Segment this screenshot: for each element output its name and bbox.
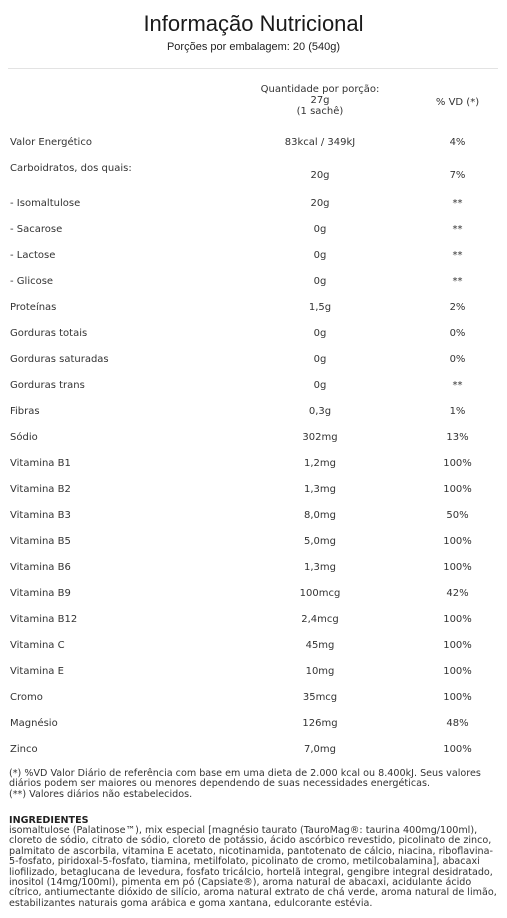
nutrient-name: - Glicose (10, 276, 54, 287)
table-row (0, 692, 507, 712)
servings-per-package: Porções por embalagem: 20 (540g) (166, 41, 341, 53)
table-row (0, 163, 507, 183)
nutrient-quantity: 0g (313, 354, 327, 365)
nutrient-quantity: 0,3g (308, 406, 332, 417)
nutrient-quantity: 1,2mg (304, 458, 336, 469)
footnotes (9, 769, 499, 800)
nutrient-name: Vitamina E (10, 666, 64, 677)
table-row (0, 380, 507, 400)
nutrient-name: Proteínas (10, 302, 57, 313)
nutrient-quantity: 8,0mg (304, 510, 336, 521)
nutrient-name: Gorduras trans (10, 380, 85, 391)
table-row (0, 588, 507, 608)
nutrient-name: - Isomaltulose (10, 198, 81, 209)
nutrient-name: Vitamina B12 (10, 614, 78, 625)
nutrient-quantity: 0g (313, 224, 327, 235)
nutrient-daily-value: 0% (449, 354, 466, 365)
nutrient-quantity: 0g (313, 328, 327, 339)
nutrient-daily-value: 100% (443, 484, 472, 495)
nutrient-name: Gorduras totais (10, 328, 88, 339)
table-row (0, 224, 507, 244)
nutrient-daily-value: 0% (449, 328, 466, 339)
nutrient-daily-value: 100% (443, 640, 472, 651)
page-title: Informação Nutricional (143, 11, 364, 36)
nutrient-quantity: 20g (310, 198, 330, 209)
table-row (0, 137, 507, 157)
footnote-not-established: (**) Valores diários não estabelecidos. (9, 788, 193, 800)
header-divider (8, 68, 498, 69)
quantity-header-weight: 27g (310, 95, 330, 106)
nutrient-name: Cromo (10, 692, 43, 703)
table-row (0, 302, 507, 322)
nutrient-daily-value: 48% (446, 718, 469, 729)
nutrient-quantity: 1,5g (308, 302, 332, 313)
nutrient-daily-value: 100% (443, 614, 472, 625)
nutrient-name: Zinco (10, 744, 38, 755)
nutrient-daily-value: 50% (446, 510, 469, 521)
nutrient-name: Fibras (10, 406, 40, 417)
nutrient-name: Valor Energético (10, 137, 92, 148)
nutrient-daily-value: 100% (443, 666, 472, 677)
nutrient-quantity: 2,4mcg (301, 614, 339, 625)
daily-value-column-header: % VD (*) (435, 97, 480, 108)
nutrient-quantity: 100mcg (299, 588, 341, 599)
nutrient-daily-value: 42% (446, 588, 469, 599)
nutrient-daily-value: 2% (449, 302, 466, 313)
nutrient-quantity: 0g (313, 276, 327, 287)
ingredients-title: INGREDIENTES (9, 815, 89, 826)
nutrient-quantity: 126mg (302, 718, 338, 729)
nutrient-name: - Lactose (10, 250, 56, 261)
nutrient-name: Vitamina C (10, 640, 65, 651)
nutrient-quantity: 0g (313, 250, 327, 261)
nutrient-daily-value: ** (452, 224, 463, 235)
table-row (0, 328, 507, 348)
nutrient-daily-value: 100% (443, 562, 472, 573)
nutrient-daily-value: 100% (443, 458, 472, 469)
nutrient-quantity: 302mg (302, 432, 338, 443)
nutrient-name: Vitamina B9 (10, 588, 71, 599)
table-row (0, 718, 507, 738)
table-row (0, 536, 507, 556)
nutrient-quantity: 20g (310, 170, 330, 181)
nutrient-name: Vitamina B2 (10, 484, 71, 495)
nutrient-name: Vitamina B5 (10, 536, 71, 547)
quantity-header-label: Quantidade por porção: (260, 84, 380, 95)
ingredients-text: isomaltulose (Palatinose™), mix especial [magnésio taurato (TauroMag®: taurina 400mg/100ml), cloreto de sódio, citrato de sódio, cloreto de potássio, ácido ascórbico revestido, picolinato de zinco, palmitato de ascorbila, vitamina E acetato, nicotinamida, pantotenato de cálcio, niacina, riboflavina-5-fosfato, piridoxal-5-fosfato, tiamina, metilfolato, picolinato de cromo, metilcobalamina], abacaxi liofilizado, betaglucana de levedura, fosfato tricálcio, hortelã integral, gengibre integral desidratado, inositol (14mg/100ml), pimenta em pó (Capsiate®), aroma natural de abacaxi, acidulante ácido cítrico, antiumectante dióxido de silício, aroma natural extrato de chá verde, aroma natural de limão, estabilizantes naturais goma arábica e goma xantana, edulcorante estévia. (9, 825, 497, 909)
nutrient-name: Sódio (10, 432, 38, 443)
nutrient-daily-value: 100% (443, 692, 472, 703)
nutrient-daily-value: ** (452, 276, 463, 287)
nutrient-quantity: 45mg (305, 640, 335, 651)
nutrient-name: Vitamina B6 (10, 562, 71, 573)
table-row (0, 562, 507, 582)
nutrient-quantity: 83kcal / 349kJ (284, 137, 356, 148)
table-row (0, 250, 507, 270)
nutrient-name: Vitamina B3 (10, 510, 71, 521)
table-row (0, 198, 507, 218)
nutrient-daily-value: 4% (449, 137, 466, 148)
nutrient-quantity: 1,3mg (304, 484, 336, 495)
nutrient-name: Gorduras saturadas (10, 354, 109, 365)
nutrient-name: Carboidratos, dos quais: (10, 163, 132, 174)
table-row (0, 406, 507, 426)
quantity-header-unit: (1 sachê) (296, 106, 344, 117)
nutrient-name: Magnésio (10, 718, 58, 729)
nutrient-daily-value: 100% (443, 536, 472, 547)
nutrient-daily-value: ** (452, 198, 463, 209)
nutrient-daily-value: 13% (446, 432, 469, 443)
table-row (0, 614, 507, 634)
footnote-daily-value: (*) %VD Valor Diário de referência com base em uma dieta de 2.000 kcal ou 8.400kJ. Seus valores diários podem ser maiores ou menores dependendo de suas necessidades energéticas. (9, 768, 481, 790)
nutrient-quantity: 1,3mg (304, 562, 336, 573)
nutrient-daily-value: ** (452, 250, 463, 261)
table-row (0, 744, 507, 764)
quantity-column-header (250, 84, 390, 117)
nutrient-quantity: 10mg (305, 666, 335, 677)
table-row (0, 484, 507, 504)
table-row (0, 354, 507, 374)
table-row (0, 458, 507, 478)
table-row (0, 276, 507, 296)
nutrient-quantity: 0g (313, 380, 327, 391)
nutrient-daily-value: 7% (449, 170, 466, 181)
nutrient-daily-value: 100% (443, 744, 472, 755)
table-row (0, 432, 507, 452)
table-row (0, 510, 507, 530)
nutrient-name: Vitamina B1 (10, 458, 71, 469)
table-row (0, 640, 507, 660)
nutrient-name: - Sacarose (10, 224, 63, 235)
nutrient-daily-value: 1% (449, 406, 466, 417)
nutrient-quantity: 5,0mg (304, 536, 336, 547)
table-row (0, 666, 507, 686)
nutrient-quantity: 35mcg (302, 692, 338, 703)
nutrient-quantity: 7,0mg (304, 744, 336, 755)
nutrient-daily-value: ** (452, 380, 463, 391)
